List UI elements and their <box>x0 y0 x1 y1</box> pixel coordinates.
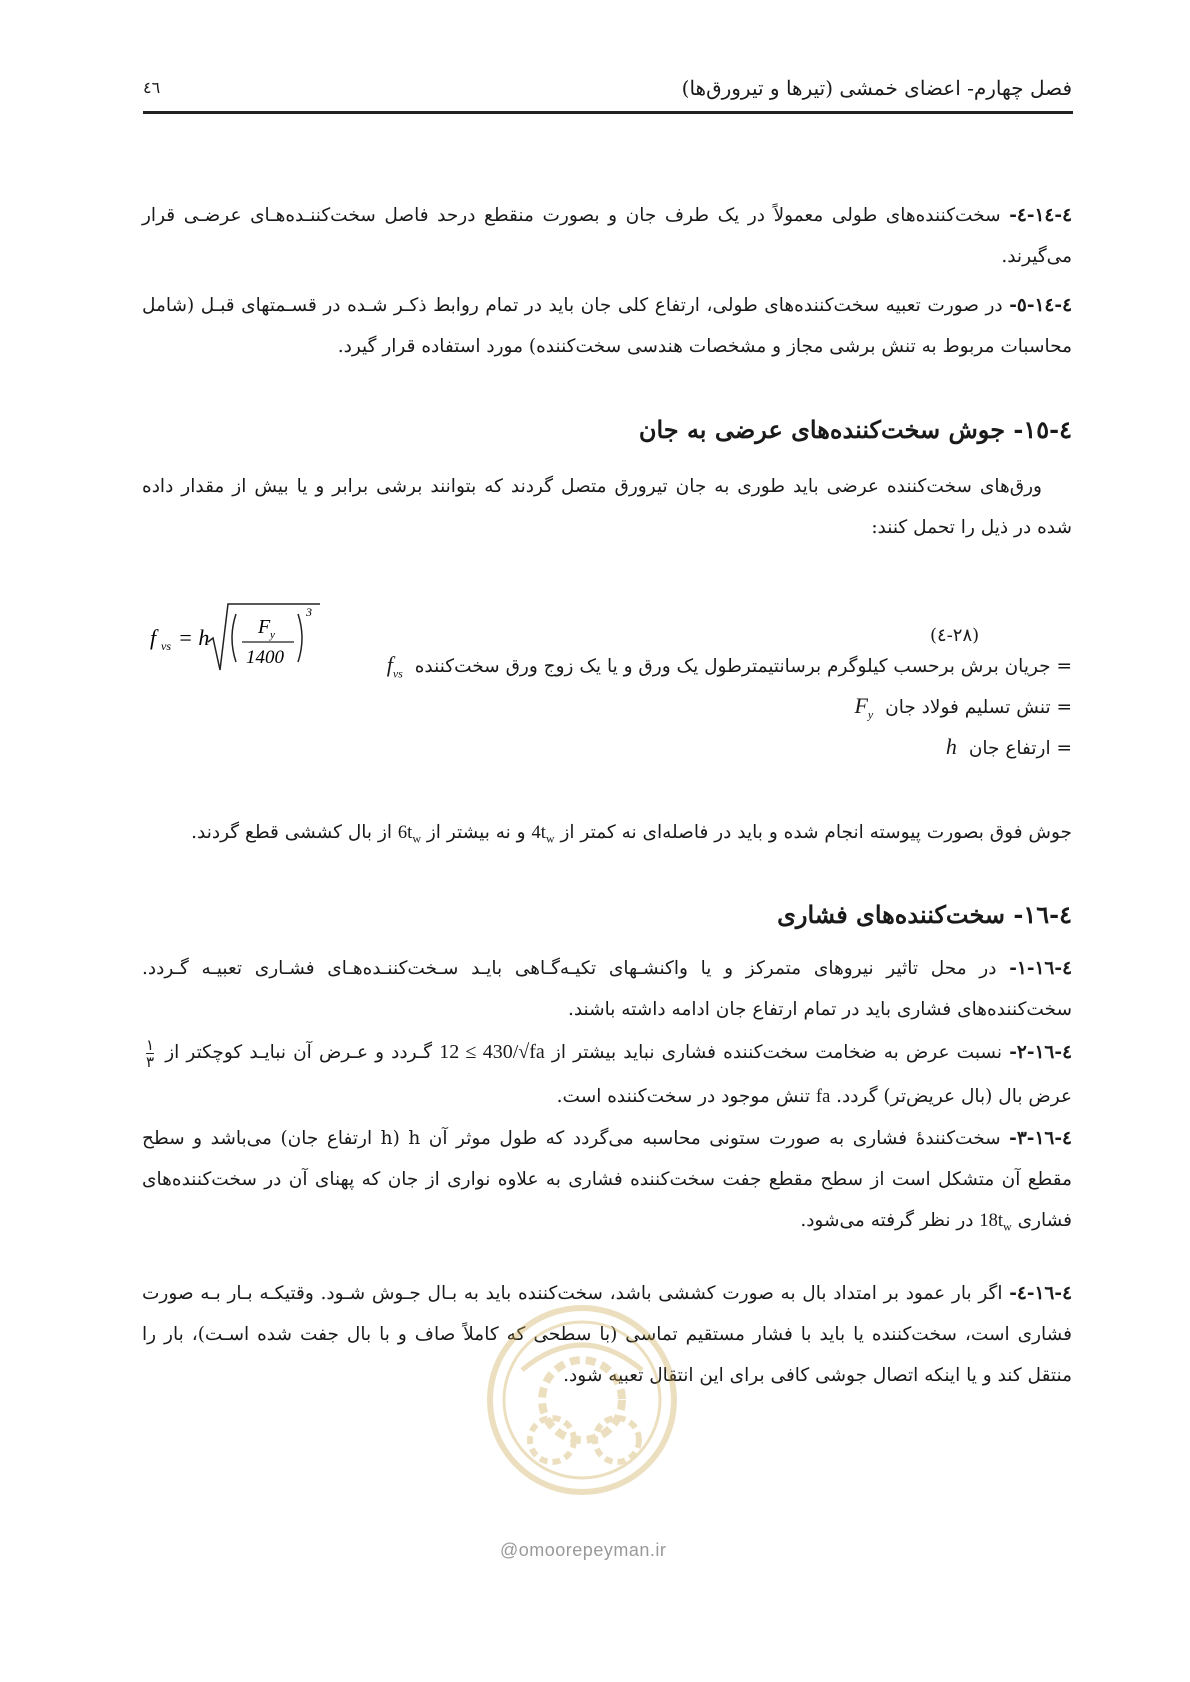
weld-max: $6t_w$ <box>397 823 421 846</box>
clause-text: در صورت تعبیه سخت‌کننده‌های طولی، ارتفاع کلی جان باید در تمام روابط ذکـر شـده در قسـمتهای قبـل (شامل محاسبات مربوط به تنش برشی مجاز و مشخصات هندسی سخت‌کننده) مورد استفاده قرار گیرد. <box>142 295 1072 357</box>
formula-lhs: f <box>150 625 157 650</box>
paragraph-4-16-1: ٤-١٦-١- در محل تاثیر نیروهای متمرکز و یا واکنشـهای تکیـه‌گـاهی بایـد سـخت‌کننـده‌هـای فشـاری تعبیـه گـردد. سخت‌کننده‌های فشاری باید در تمام ارتفاع جان ادامه داشته باشند. <box>142 958 1072 1020</box>
paragraph-4-16-2: ٤-١٦-٢- نسبت عرض به ضخامت سخت‌کننده فشاری نباید بیشتر از 12 ≤ 430/√fa گـردد و عـرض آن نبایـد کوچکتر از $\frac{١}{٣}$ عرض بال (بال عریض‌تر) گردد. fa تنش موجود در سخت‌کننده است. <box>146 1035 1072 1107</box>
section-heading-4-15: ٤-١٥- جوش سخت‌کننده‌های عرضی به جان <box>638 415 1072 444</box>
watermark-url: @omoorepeyman.ir <box>500 1540 667 1560</box>
formula-num-sub: y <box>270 629 275 641</box>
weld-min: $4t_w$ <box>531 823 555 846</box>
equation-number: (٢٨-٤) <box>930 625 980 646</box>
left-paren <box>232 614 236 662</box>
definition-symbol: $F_y$ <box>854 693 874 722</box>
paragraph-4-16-4: ٤-١٦-٤- اگر بار عمود بر امتداد بال به صورت کششی باشد، سخت‌کننده باید به بـال جـوش شـود. وقتیکـه بـار بـه صورت فشاری است، سخت‌کننده یا باید با فشار مستقیم تماسی (با سطحی که کاملاً صاف و با بال جفت شده اسـت)، بار را منتقل کند و یا اینکه اتصال جوشی کافی برای این انتقال تعبیه شود. <box>142 1283 1072 1386</box>
formula-lhs-sub: vs <box>161 639 171 653</box>
definition-text: = ارتفاع جان <box>968 738 1072 759</box>
section-heading-4-16: ٤-١٦- سخت‌کننده‌های فشاری <box>777 900 1072 929</box>
formula-den: 1400 <box>246 647 284 668</box>
weld-paragraph: جوش فوق بصورت پیوسته انجام شده و باید در فاصله‌ای نه کمتر از $4t_w$ و نه بیشتر از $6t_w$ از بال کششی قطع گردند. <box>191 822 1072 846</box>
clause-text: سخت‌کننده‌های طولی معمولاً در یک طرف جان و بصورت منقطع درحد فاصل سخت‌کننـده‌هـای عرضـی قرار می‌گیرند. <box>142 205 1072 267</box>
inline-formula-ratio: 12 ≤ 430/√fa <box>439 1041 545 1063</box>
running-header: فصل چهارم- اعضای خمشی (تیرها و تیرورق‌ها) <box>681 76 1072 100</box>
section-4-15-body: ورق‌های سخت‌کننده عرضی باید طوری به جان تیرورق متصل گردند که بتوانند برشی برابر و یا بیش از مقدار داده شده در ذیل را تحمل کنند: <box>142 476 1072 538</box>
inline-18tw: $18t_w$ <box>979 1211 1012 1234</box>
paragraph-4-16-3: ٤-١٦-٣- سخت‌کنندهٔ فشاری به صورت ستونی محاسبه می‌گردد که طول موثر آن h (h ارتفاع جان) می‌باشد و سطح مقطع آن متشکل است از سطح مقطع جفت سخت‌کننده فشاری به علاوه نواری از جان که پهنای آن در سخت‌کننده‌های فشاری $18t_w$ در نظر گرفته می‌شود. <box>142 1128 1072 1234</box>
clause-number: ٤-١٤-٥- <box>1009 295 1072 316</box>
watermark-logo <box>482 1300 682 1500</box>
clause-number: ٤-١٤-٤- <box>1009 205 1072 226</box>
formula-svg <box>150 600 350 680</box>
page-number: ٤٦ <box>143 78 161 97</box>
fraction-one-third: $\frac{١}{٣}$ <box>146 1035 155 1071</box>
definition-fy <box>854 693 1072 722</box>
definition-symbol: h <box>945 734 957 759</box>
definition-symbol: $f_{vs}$ <box>386 652 403 681</box>
paragraph-4-14-4 <box>142 195 1072 277</box>
formula-exp: 3 <box>306 605 312 619</box>
definition-h <box>946 734 1072 760</box>
right-paren <box>298 614 302 662</box>
definition-fvs <box>387 652 1072 681</box>
definition-text: = تنش تسلیم فولاد جان <box>885 697 1072 718</box>
header-rule <box>143 111 1073 114</box>
formula-num: F <box>258 616 271 638</box>
formula-eq-h: = h <box>178 625 210 650</box>
formula-28-4 <box>150 600 350 686</box>
definition-text: = جریان برش برحسب کیلوگرم برسانتیمترطول یک ورق و یا یک زوج ورق سخت‌کننده <box>414 656 1072 677</box>
paragraph-4-14-5 <box>142 285 1072 367</box>
